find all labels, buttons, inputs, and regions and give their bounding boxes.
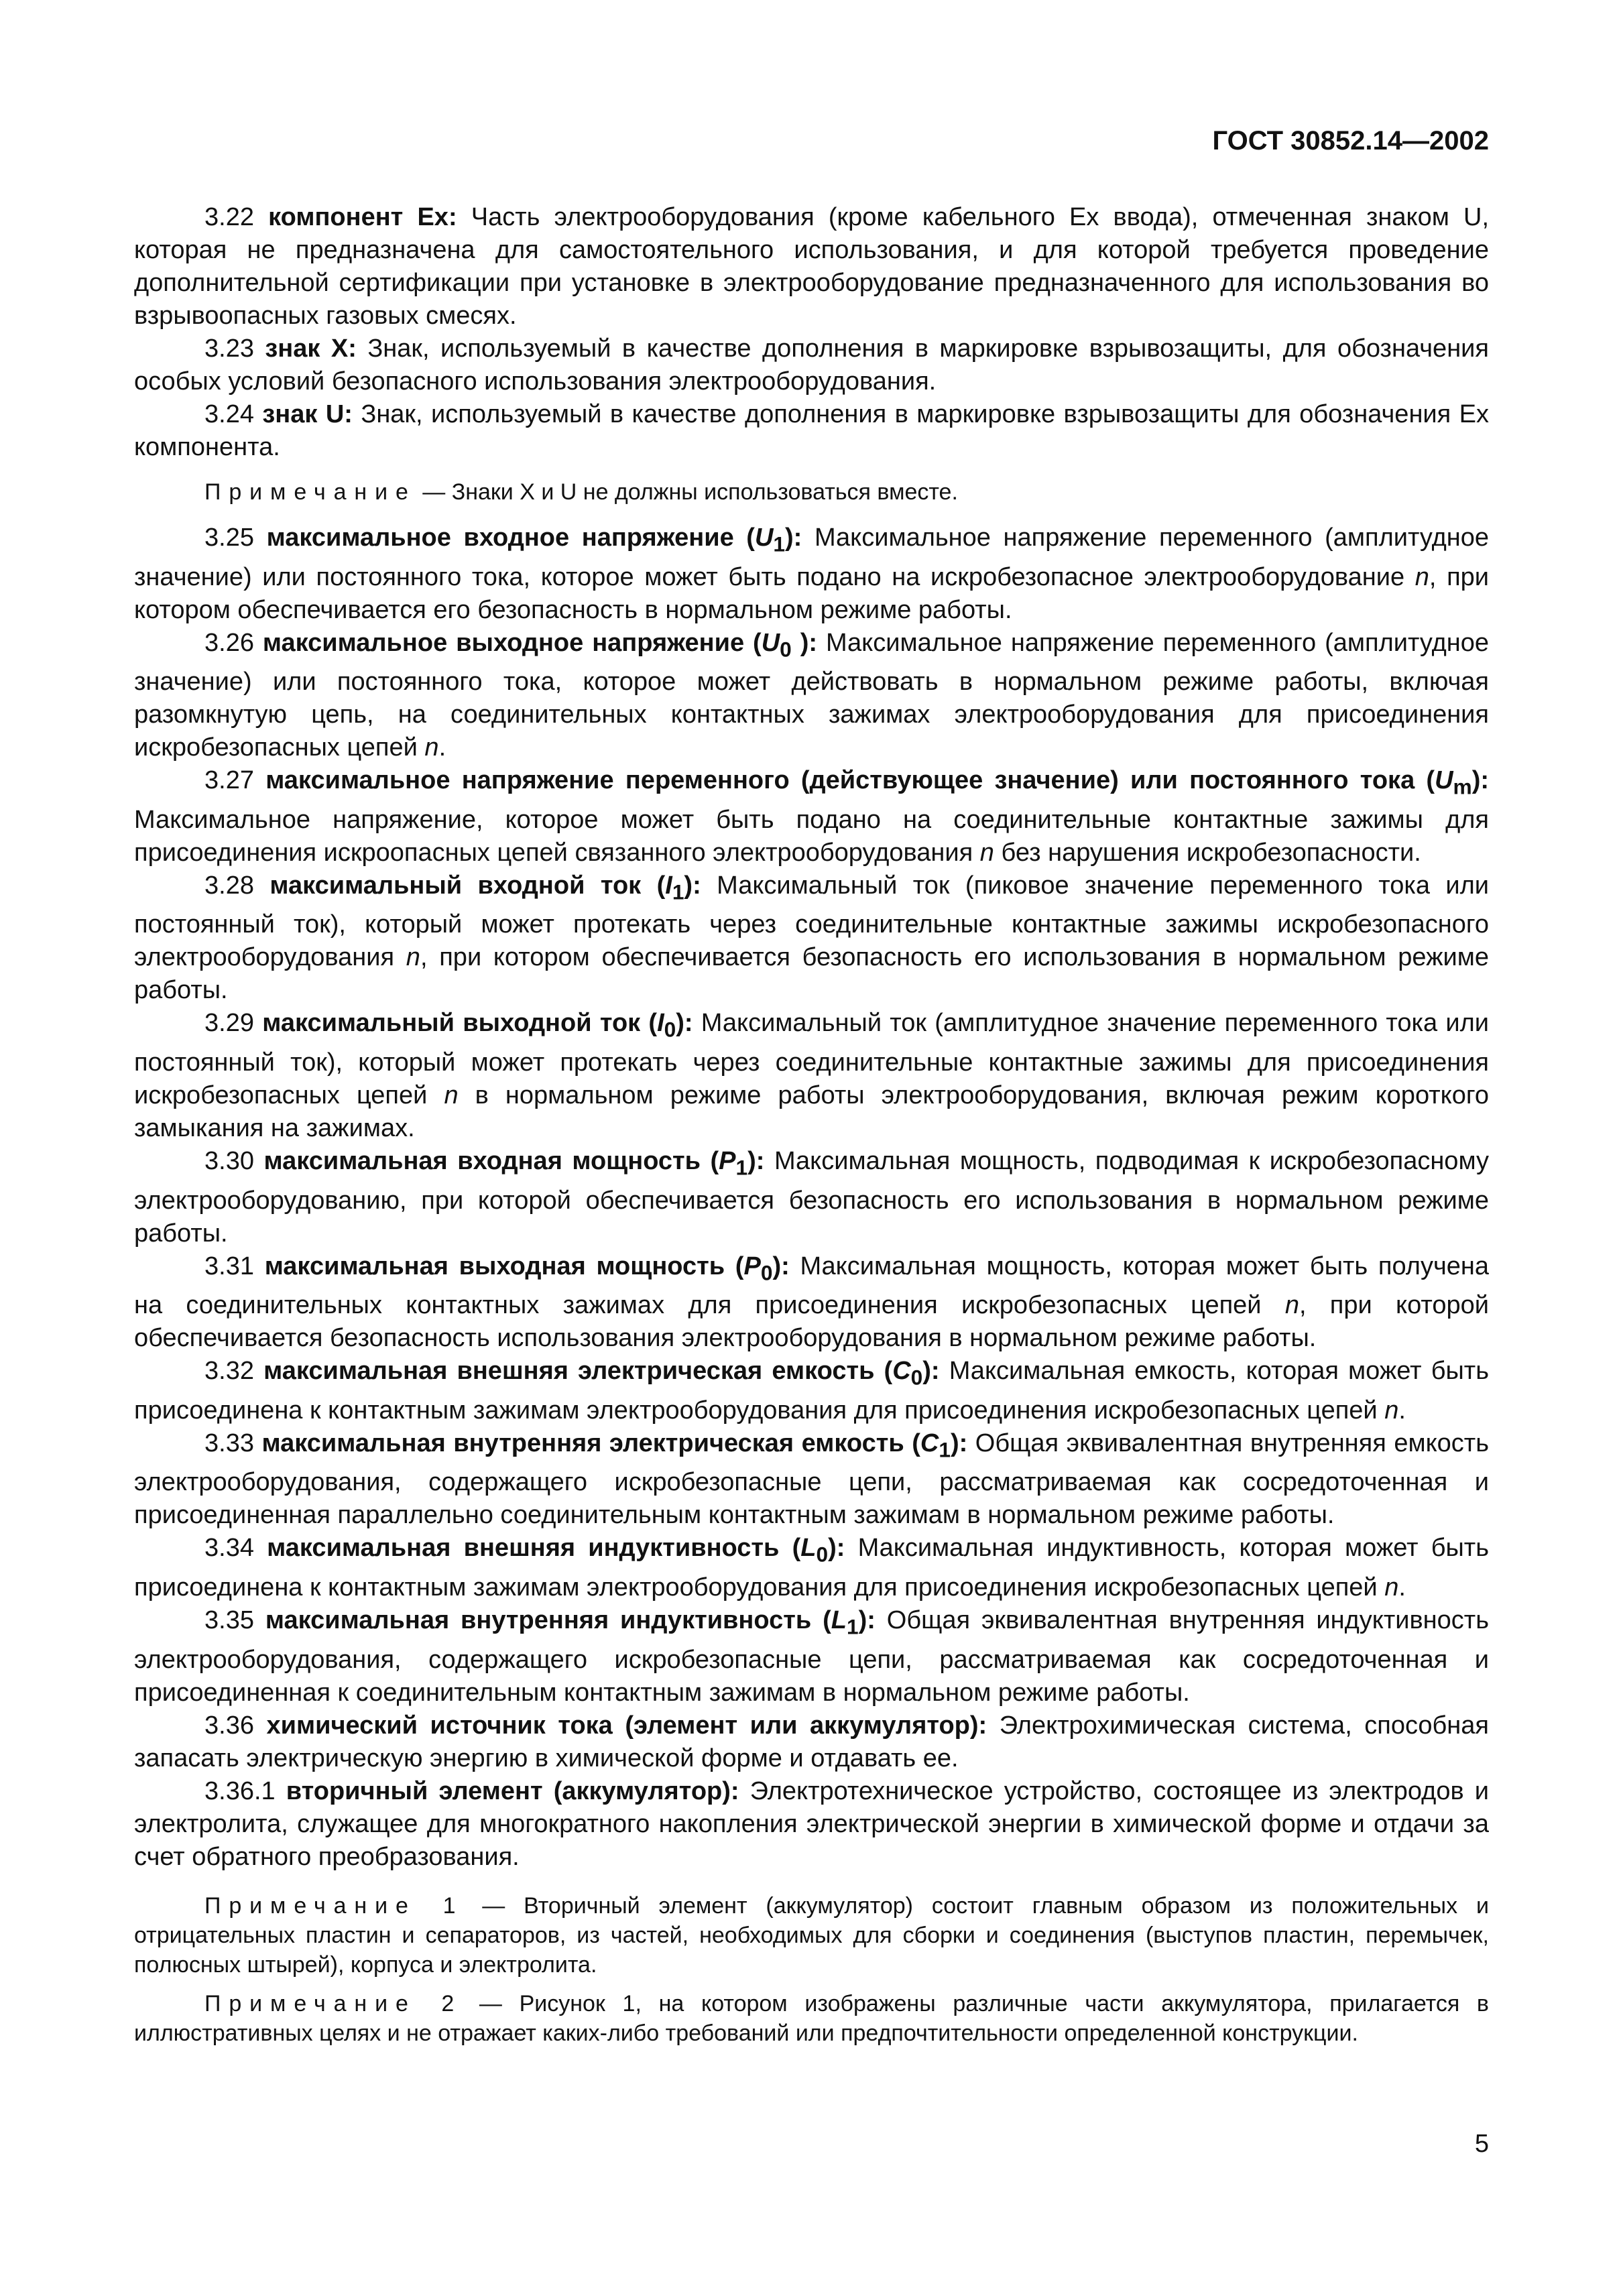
document-code: ГОСТ 30852.14—2002 — [1212, 126, 1489, 156]
definition-end: , при которой обеспечивается безопасность использования электрооборудования в нормальном режиме работы. — [134, 1291, 1489, 1353]
definition: Знак, используемый в качестве дополнения в маркировке взрывозащиты, для обозначения особых условий безопасного использования электрооборудования. — [134, 335, 1489, 396]
term: максимальная внешняя индуктивность $(L_0)$: — [267, 1534, 845, 1567]
clause-3-24 — [134, 398, 1489, 464]
definition: Максимальная мощность, подводимая к искробезопасному электрооборудованию, при которой обеспечивается безопасность его использования в нормальном режиме работы. — [134, 1146, 1489, 1248]
clause-3-22 — [134, 201, 1489, 333]
clause-3-32 — [134, 1355, 1489, 1427]
clause-3-23 — [134, 333, 1489, 398]
document-body — [134, 201, 1489, 2063]
clause-3-28 — [134, 869, 1489, 1008]
clause-number: 3.35 — [204, 1606, 254, 1634]
definition-end: . — [1398, 1573, 1406, 1602]
term: максимальное выходное напряжение ($U_0$ ): — [262, 628, 818, 662]
page-number: 5 — [1474, 2130, 1489, 2158]
clause-number: 3.36.1 — [204, 1776, 276, 1805]
term: вторичный элемент (аккумулятор): — [286, 1776, 739, 1805]
clause-number: 3.34 — [204, 1534, 254, 1563]
note-label: Примечание — [204, 479, 416, 505]
note-1 — [134, 1891, 1489, 1980]
definition: Общая эквивалентная внутренняя индуктивность электрооборудования, содержащего искробезопасные цепи, рассматриваемая как сосредоточенная и присоединенная к соединительным контактным зажимам в нормальном режиме работы. — [134, 1606, 1490, 1707]
symbol-n: n — [1384, 1573, 1399, 1602]
clause-number: 3.24 — [204, 400, 254, 428]
note-text: — Вторичный элемент (аккумулятор) состоит главным образом из положительных и отрицательных пластин и сепараторов, из частей, необходимых для сборки и соединения (выступов пластин, перемычек, полюсных штырей), корпуса и электролита. — [134, 1892, 1489, 1978]
clause-3-25 — [134, 522, 1489, 627]
clause-3-26 — [134, 627, 1489, 765]
note-text: — Рисунок 1, на котором изображены различные части аккумулятора, прилагается в иллюстративных целях и не отражает каких-либо требований или предпочтительности определенной конструкции. — [134, 1990, 1489, 2046]
term: максимальная внутренняя индуктивность $(L_1)$: — [265, 1606, 876, 1639]
definition: Максимальный ток (пиковое значение переменного тока или постоянный ток), который может протекать через соединительные контактные зажимы искробезопасного электрооборудования — [134, 871, 1490, 972]
symbol-n: n — [1284, 1291, 1299, 1320]
clause-3-27 — [134, 764, 1489, 869]
clause-number: 3.29 — [204, 1009, 254, 1038]
note-label: Примечание 1 — [204, 1892, 464, 1919]
symbol-n: n — [406, 943, 420, 972]
definition-end: , при котором обеспечивается безопасность его использования в нормальном режиме работы. — [134, 943, 1489, 1005]
clause-number: 3.23 — [204, 335, 254, 363]
definition: Максимальное напряжение переменного (амплитудное значение) или постоянного тока, которое может действовать в нормальном режиме работы, включая разомкнутую цепь, на соединительных контактных зажимах электрооборудования для присоединения искробезопасных цепей — [134, 628, 1489, 762]
definition: Максимальная индуктивность, которая может быть присоединена к контактным зажимам электрооборудования для присоединения искробезопасных цепей — [134, 1534, 1489, 1602]
clause-3-30 — [134, 1145, 1489, 1250]
term: максимальная выходная мощность $(P_0)$: — [264, 1252, 790, 1285]
clause-number: 3.27 — [204, 766, 254, 795]
clause-number: 3.31 — [204, 1252, 254, 1280]
clause-number: 3.32 — [204, 1357, 254, 1386]
clause-3-29 — [134, 1007, 1489, 1145]
definition: Общая эквивалентная внутренняя емкость электрооборудования, содержащего искробезопасные цепи, рассматриваемая как сосредоточенная и присоединенная параллельно соединительным контактным зажимам в нормальном режиме работы. — [134, 1429, 1489, 1530]
clause-3-34 — [134, 1532, 1489, 1604]
clause-number: 3.36 — [204, 1711, 254, 1740]
term: химический источник тока (элемент или аккумулятор): — [266, 1711, 987, 1740]
definition: Максимальный ток (амплитудное значение переменного тока или постоянный ток), который может протекать через соединительные контактные зажимы для присоединения искробезопасных цепей — [134, 1009, 1489, 1109]
clause-number: 3.33 — [204, 1429, 254, 1457]
note-2 — [134, 1989, 1489, 2048]
definition: Максимальная мощность, которая может быть получена на соединительных контактных зажимах для присоединения искробезопасных цепей — [134, 1252, 1490, 1320]
clause-3-36-1 — [134, 1775, 1489, 1874]
note-text: — Знаки X и U не должны использоваться вместе. — [416, 479, 958, 505]
clause-number: 3.30 — [204, 1146, 254, 1175]
clause-number: 3.28 — [204, 871, 254, 900]
definition: Максимальная емкость, которая может быть присоединена к контактным зажимам электрооборудования для присоединения искробезопасных цепей — [134, 1357, 1489, 1425]
definition: Максимальное напряжение переменного (амплитудное значение) или постоянного тока, которое может быть подано на искробезопасное электрооборудование — [134, 524, 1489, 591]
symbol-n: n — [444, 1081, 459, 1109]
clause-3-36 — [134, 1709, 1489, 1775]
note-label: Примечание 2 — [204, 1990, 463, 2016]
symbol-n: n — [1415, 562, 1429, 591]
term: знак X: — [265, 335, 357, 363]
definition: Знак, используемый в качестве дополнения в маркировке взрывозащиты для обозначения Ex компонента. — [134, 400, 1490, 461]
term: максимальное напряжение переменного (действующее значение) или постоянного тока $(U_m)$: — [265, 766, 1489, 799]
term: максимальная внутренняя электрическая емкость $(C_1)$: — [261, 1429, 968, 1462]
term: максимальное входное напряжение $(U_1)$: — [266, 524, 802, 556]
clause-number: 3.25 — [204, 524, 254, 552]
symbol-n: n — [424, 733, 439, 762]
definition: Максимальное напряжение, которое может быть подано на соединительные контактные зажимы для присоединения искроопасных цепей связанного электрооборудования — [134, 805, 1489, 867]
clause-number: 3.22 — [204, 203, 254, 231]
definition: Часть электрооборудования (кроме кабельного Ex ввода), отмеченная знаком U, которая не предназначена для самостоятельного использования, и для которой требуется проведение дополнительной сертификации при установке в электрооборудование предназначенного для использования во взрывоопасных газовых смесях. — [134, 203, 1490, 330]
note — [134, 477, 1489, 507]
definition-end: . — [438, 733, 446, 762]
definition: Электрохимическая система, способная запасать электрическую энергию в химической форме и отдавать ее. — [134, 1711, 1490, 1772]
symbol-n: n — [1384, 1396, 1399, 1425]
definition-end: , при котором обеспечивается его безопасность в нормальном режиме работы. — [134, 562, 1490, 624]
clause-3-33 — [134, 1427, 1489, 1532]
definition-end: в нормальном режиме работы электрооборудования, включая режим короткого замыкания на зажимах. — [134, 1081, 1489, 1142]
term: максимальный выходной ток $(I_0)$: — [262, 1009, 693, 1042]
symbol-n: n — [979, 838, 994, 867]
term: компонент Ex: — [268, 203, 457, 231]
definition-end: без нарушения искробезопасности. — [994, 838, 1421, 867]
clause-number: 3.26 — [204, 628, 254, 657]
term: максимальная внешняя электрическая емкость $(C_0)$: — [263, 1357, 940, 1390]
term: знак U: — [262, 400, 353, 428]
definition: Электротехническое устройство, состоящее из электродов и электролита, служащее для многократного накопления электрической энергии в химической форме и отдачи за счет обратного преобразования. — [134, 1776, 1490, 1871]
term: максимальная входная мощность $(P_1)$: — [263, 1146, 765, 1180]
clause-3-35 — [134, 1604, 1489, 1709]
definition-end: . — [1398, 1396, 1406, 1425]
clause-3-31 — [134, 1250, 1489, 1355]
term: максимальный входной ток $(I_1)$: — [269, 871, 701, 904]
